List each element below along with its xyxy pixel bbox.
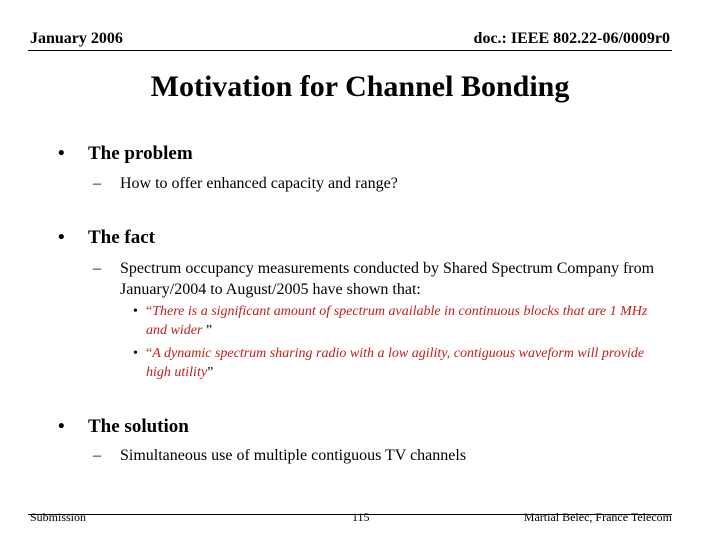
header-divider [28, 50, 672, 51]
open-quote: “ [146, 346, 153, 361]
bullet-fact [58, 227, 658, 251]
sub-fact [93, 258, 693, 302]
slide-title: Motivation for Channel Bonding [150, 70, 570, 103]
bullet-solution [58, 416, 658, 440]
footer-author: Martial Belec, France Telecom [523, 510, 672, 524]
open-quote: “ [146, 304, 153, 319]
sub-problem-text: How to offer enhanced capacity and range? [120, 175, 398, 192]
sub-dash: – [93, 175, 101, 192]
subsub-text [146, 344, 666, 382]
bullet-problem-text: The problem [88, 143, 193, 164]
subsub-item [133, 302, 673, 342]
close-quote: ” [207, 365, 214, 380]
subsub-text [146, 302, 666, 340]
bullet-dot: • [58, 227, 65, 248]
footer-submission: Submission [30, 510, 87, 524]
bullet-fact-text: The fact [88, 227, 156, 248]
subsub-item [133, 344, 673, 384]
sub-solution-text: Simultaneous use of multiple contiguous TV channels [120, 447, 467, 464]
header-date: January 2006 [30, 30, 123, 47]
header-doc-id: doc.: IEEE 802.22-06/0009r0 [473, 30, 670, 47]
quote-text: There is a significant amount of spectrum available in continuous blocks that are 1 MHz and wider [146, 304, 648, 338]
bullet-dot: • [58, 143, 65, 164]
sub-solution [93, 445, 693, 467]
sub-fact-text: Spectrum occupancy measurements conducted by Shared Spectrum Company from January/2004 to August/2005 have shown that: [120, 260, 655, 298]
close-quote: ” [205, 323, 213, 338]
bullet-problem [58, 143, 658, 167]
subsub-dot: • [133, 304, 138, 319]
subsub-dot: • [133, 346, 138, 361]
sub-problem [93, 173, 693, 195]
sub-dash: – [93, 260, 101, 277]
sub-dash: – [93, 447, 101, 464]
bullet-dot: • [58, 416, 65, 437]
footer-page-number: 115 [352, 510, 370, 524]
quote-text: A dynamic spectrum sharing radio with a low agility, contiguous waveform will provide high utility [146, 346, 645, 380]
bullet-solution-text: The solution [88, 416, 189, 437]
